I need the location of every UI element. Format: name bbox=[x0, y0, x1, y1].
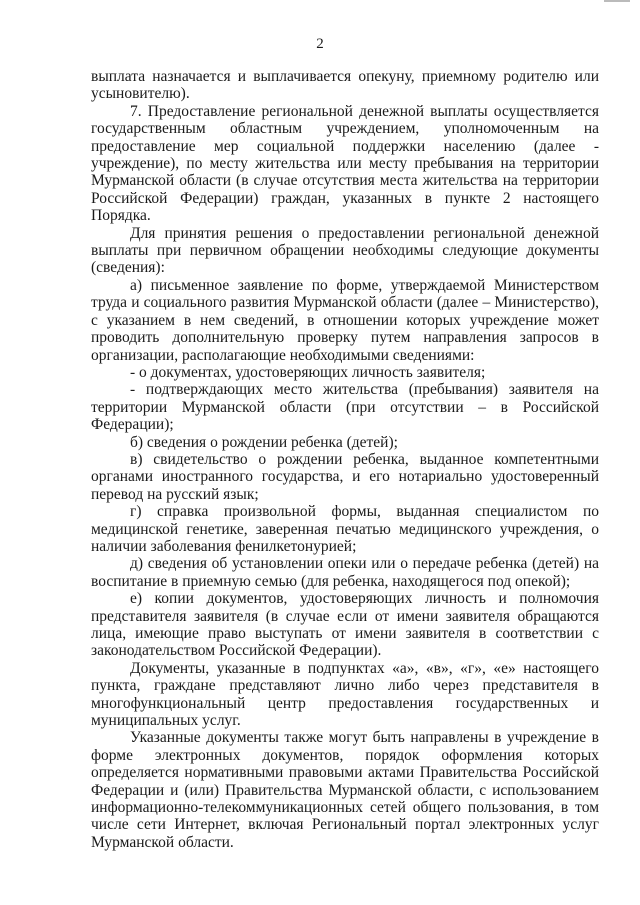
paragraph-7: б) сведения о рождении ребенка (детей); bbox=[130, 433, 398, 451]
scan-edge-mark bbox=[604, 0, 630, 2]
paragraph-5: - о документах, удостоверяющих личность заявителя; bbox=[130, 363, 486, 381]
paragraph-10: д) сведения об установлении опеки или о передаче ребенка (детей) на воспитание в приемную семью (для ребенка, находящегося под опекой); bbox=[91, 555, 599, 590]
paragraph-8: в) свидетельство о рождении ребенка, выданное компетентными органами иностранного государства, и его нотариально удостоверенный перевод на русский язык; bbox=[91, 450, 599, 503]
paragraph-11: е) копии документов, удостоверяющих личность и полномочия представителя заявителя (в случае если от имени заявителя обращаются лица, имеющие право выступать от имени заявителя в соответствии с законодательством Российской Федерации). bbox=[91, 590, 599, 660]
paragraph-13: Указанные документы также могут быть направлены в учреждение в форме электронных документов, порядок оформления которых определяется нормативными правовыми актами Правительства Российской Федерации и (или) Правительства Мурманской области, с использованием информационно-телекоммуникационных сетей общего пользования, в том числе сети Интернет, включая Региональный портал электронных услуг Мурманской области. bbox=[91, 729, 599, 851]
page-number: 2 bbox=[316, 36, 324, 52]
paragraph-12: Документы, указанные в подпунктах «а», «в», «г», «е» настоящего пункта, граждане представляют лично либо через представителя в многофункциональный центр предоставления государственных и муниципальных услуг. bbox=[91, 659, 599, 730]
paragraph-9: г) справка произвольной формы, выданная специалистом по медицинской генетике, заверенная печатью медицинского учреждения, о наличии заболевания фенилкетонурией; bbox=[91, 503, 599, 555]
paragraph-3: Для принятия решения о предоставлении региональной денежной выплаты при первичном обращении необходимы следующие документы (сведения): bbox=[91, 224, 599, 277]
document-body bbox=[91, 68, 599, 851]
paragraph-2: 7. Предоставление региональной денежной выплаты осуществляется государственным областным учреждением, уполномоченным на предоставление мер социальной поддержки населению (далее - учреждение), по месту жительства или месту пребывания на территории Мурманской области (в случае отсутствия места жительства на территории Российской Федерации) граждан, указанных в пункте 2 настоящего Порядка. bbox=[91, 102, 599, 225]
paragraph-4: а) письменное заявление по форме, утверждаемой Министерством труда и социального развития Мурманской области (далее – Министерство), с указанием в нем сведений, в отношении которых учреждение может проводить дополнительную проверку путем направления запросов в организации, располагающие необходимыми сведениями: bbox=[91, 276, 599, 364]
paragraph-1: выплата назначается и выплачивается опекуну, приемному родителю или усыновителю). bbox=[91, 68, 599, 103]
paragraph-6: - подтверждающих место жительства (пребывания) заявителя на территории Мурманской области (при отсутствии – в Российской Федерации); bbox=[91, 381, 599, 434]
